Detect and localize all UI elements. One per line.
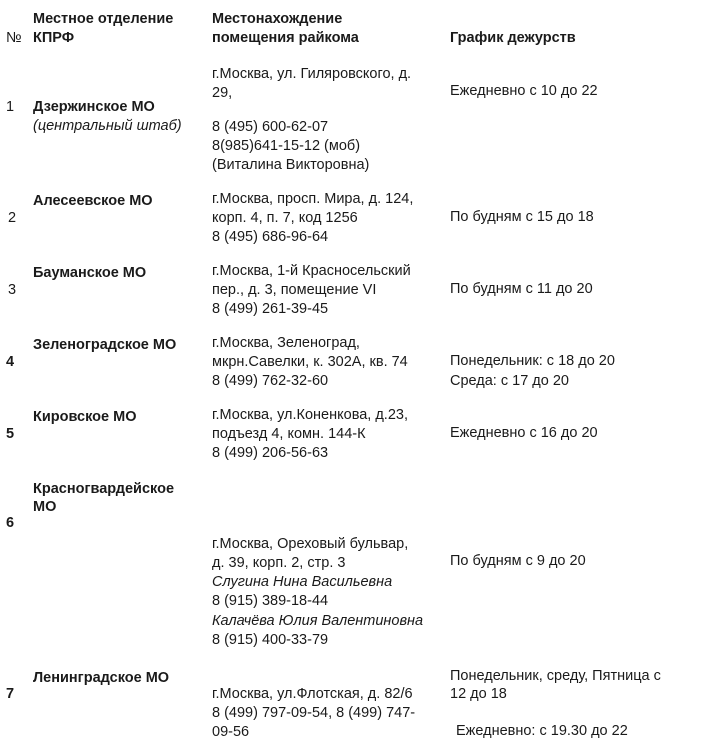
address-line: г.Москва, ул. Гиляровского, д.: [212, 66, 412, 82]
address-line: г.Москва, ул.Флотская, д. 82/6: [212, 686, 413, 702]
header-location-line2: помещения райкома: [212, 30, 359, 46]
address-line: г.Москва, Ореховый бульвар,: [212, 536, 409, 552]
branch-note: (центральный штаб): [33, 118, 182, 134]
branch-name: Бауманское МО: [33, 265, 147, 281]
phone-line: 8 (915) 389-18-44: [212, 593, 329, 609]
address-line: г.Москва, ул.Коненкова, д.23,: [212, 407, 408, 423]
phone-line: 8 (499) 261-39-45: [212, 301, 329, 317]
schedule-line: По будням с 15 до 18: [450, 209, 594, 225]
schedule-line: 12 до 18: [450, 686, 507, 702]
contact-line: (Виталина Викторовна): [212, 157, 370, 173]
contact-name: Калачёва Юлия Валентиновна: [212, 613, 424, 629]
schedule-line-extra: Ежедневно: с 19.30 до 22: [456, 723, 628, 739]
row-num: 6: [6, 515, 15, 531]
address-line: г.Москва, 1-й Красносельский: [212, 263, 411, 279]
branch-name: Алесеевское МО: [33, 193, 153, 209]
row-num: 1: [6, 99, 15, 115]
phone-line: 8 (915) 400-33-79: [212, 632, 329, 648]
address-line: 29,: [212, 85, 233, 101]
header-branch-line2: КПРФ: [33, 30, 75, 46]
schedule-line: По будням с 9 до 20: [450, 553, 586, 569]
phone-line: 8 (499) 206-56-63: [212, 445, 329, 461]
row-num: 7: [6, 686, 15, 702]
schedule-line: Среда: с 17 до 20: [450, 373, 569, 389]
header-num: №: [6, 30, 22, 46]
address-line: г.Москва, просп. Мира, д. 124,: [212, 191, 414, 207]
schedule-line: Ежедневно с 10 до 22: [450, 83, 598, 99]
row-num: 2: [8, 210, 17, 226]
address-line: подъезд 4, комн. 144-К: [212, 426, 366, 442]
address-line: мкрн.Савелки, к. 302А, кв. 74: [212, 354, 408, 370]
address-line: пер., д. 3, помещение VI: [212, 282, 377, 298]
row-num: 3: [8, 282, 17, 298]
address-line: корп. 4, п. 7, код 1256: [212, 210, 358, 226]
branch-name: Дзержинское МО: [33, 99, 155, 115]
header-schedule: График дежурств: [450, 30, 576, 46]
address-line: д. 39, корп. 2, стр. 3: [212, 555, 346, 571]
schedule-line: Ежедневно с 16 до 20: [450, 425, 598, 441]
phone-line: 09-56: [212, 724, 250, 740]
row-num: 5: [6, 426, 15, 442]
contact-name: Слугина Нина Васильевна: [212, 574, 393, 590]
phone-line: 8 (499) 797-09-54, 8 (499) 747-: [212, 705, 416, 721]
branch-name: Ленинградское МО: [33, 670, 170, 686]
header-location-line1: Местонахождение: [212, 11, 343, 27]
schedule-line: Понедельник, среду, Пятница с: [450, 668, 661, 684]
phone-line: 8 (495) 600-62-07: [212, 119, 329, 135]
phone-line: 8 (495) 686-96-64: [212, 229, 329, 245]
branch-name-line2: МО: [33, 499, 57, 515]
header-branch-line1: Местное отделение: [33, 11, 174, 27]
branch-name: Зеленоградское МО: [33, 337, 177, 353]
branch-name: Кировское МО: [33, 409, 137, 425]
schedule-line: Понедельник: с 18 до 20: [450, 353, 615, 369]
phone-line: 8(985)641-15-12 (моб): [212, 138, 361, 154]
branch-name-line1: Красногвардейское: [33, 481, 175, 497]
row-num: 4: [6, 354, 15, 370]
address-line: г.Москва, Зеленоград,: [212, 335, 360, 351]
phone-line: 8 (499) 762-32-60: [212, 373, 329, 389]
schedule-line: По будням с 11 до 20: [450, 281, 593, 297]
